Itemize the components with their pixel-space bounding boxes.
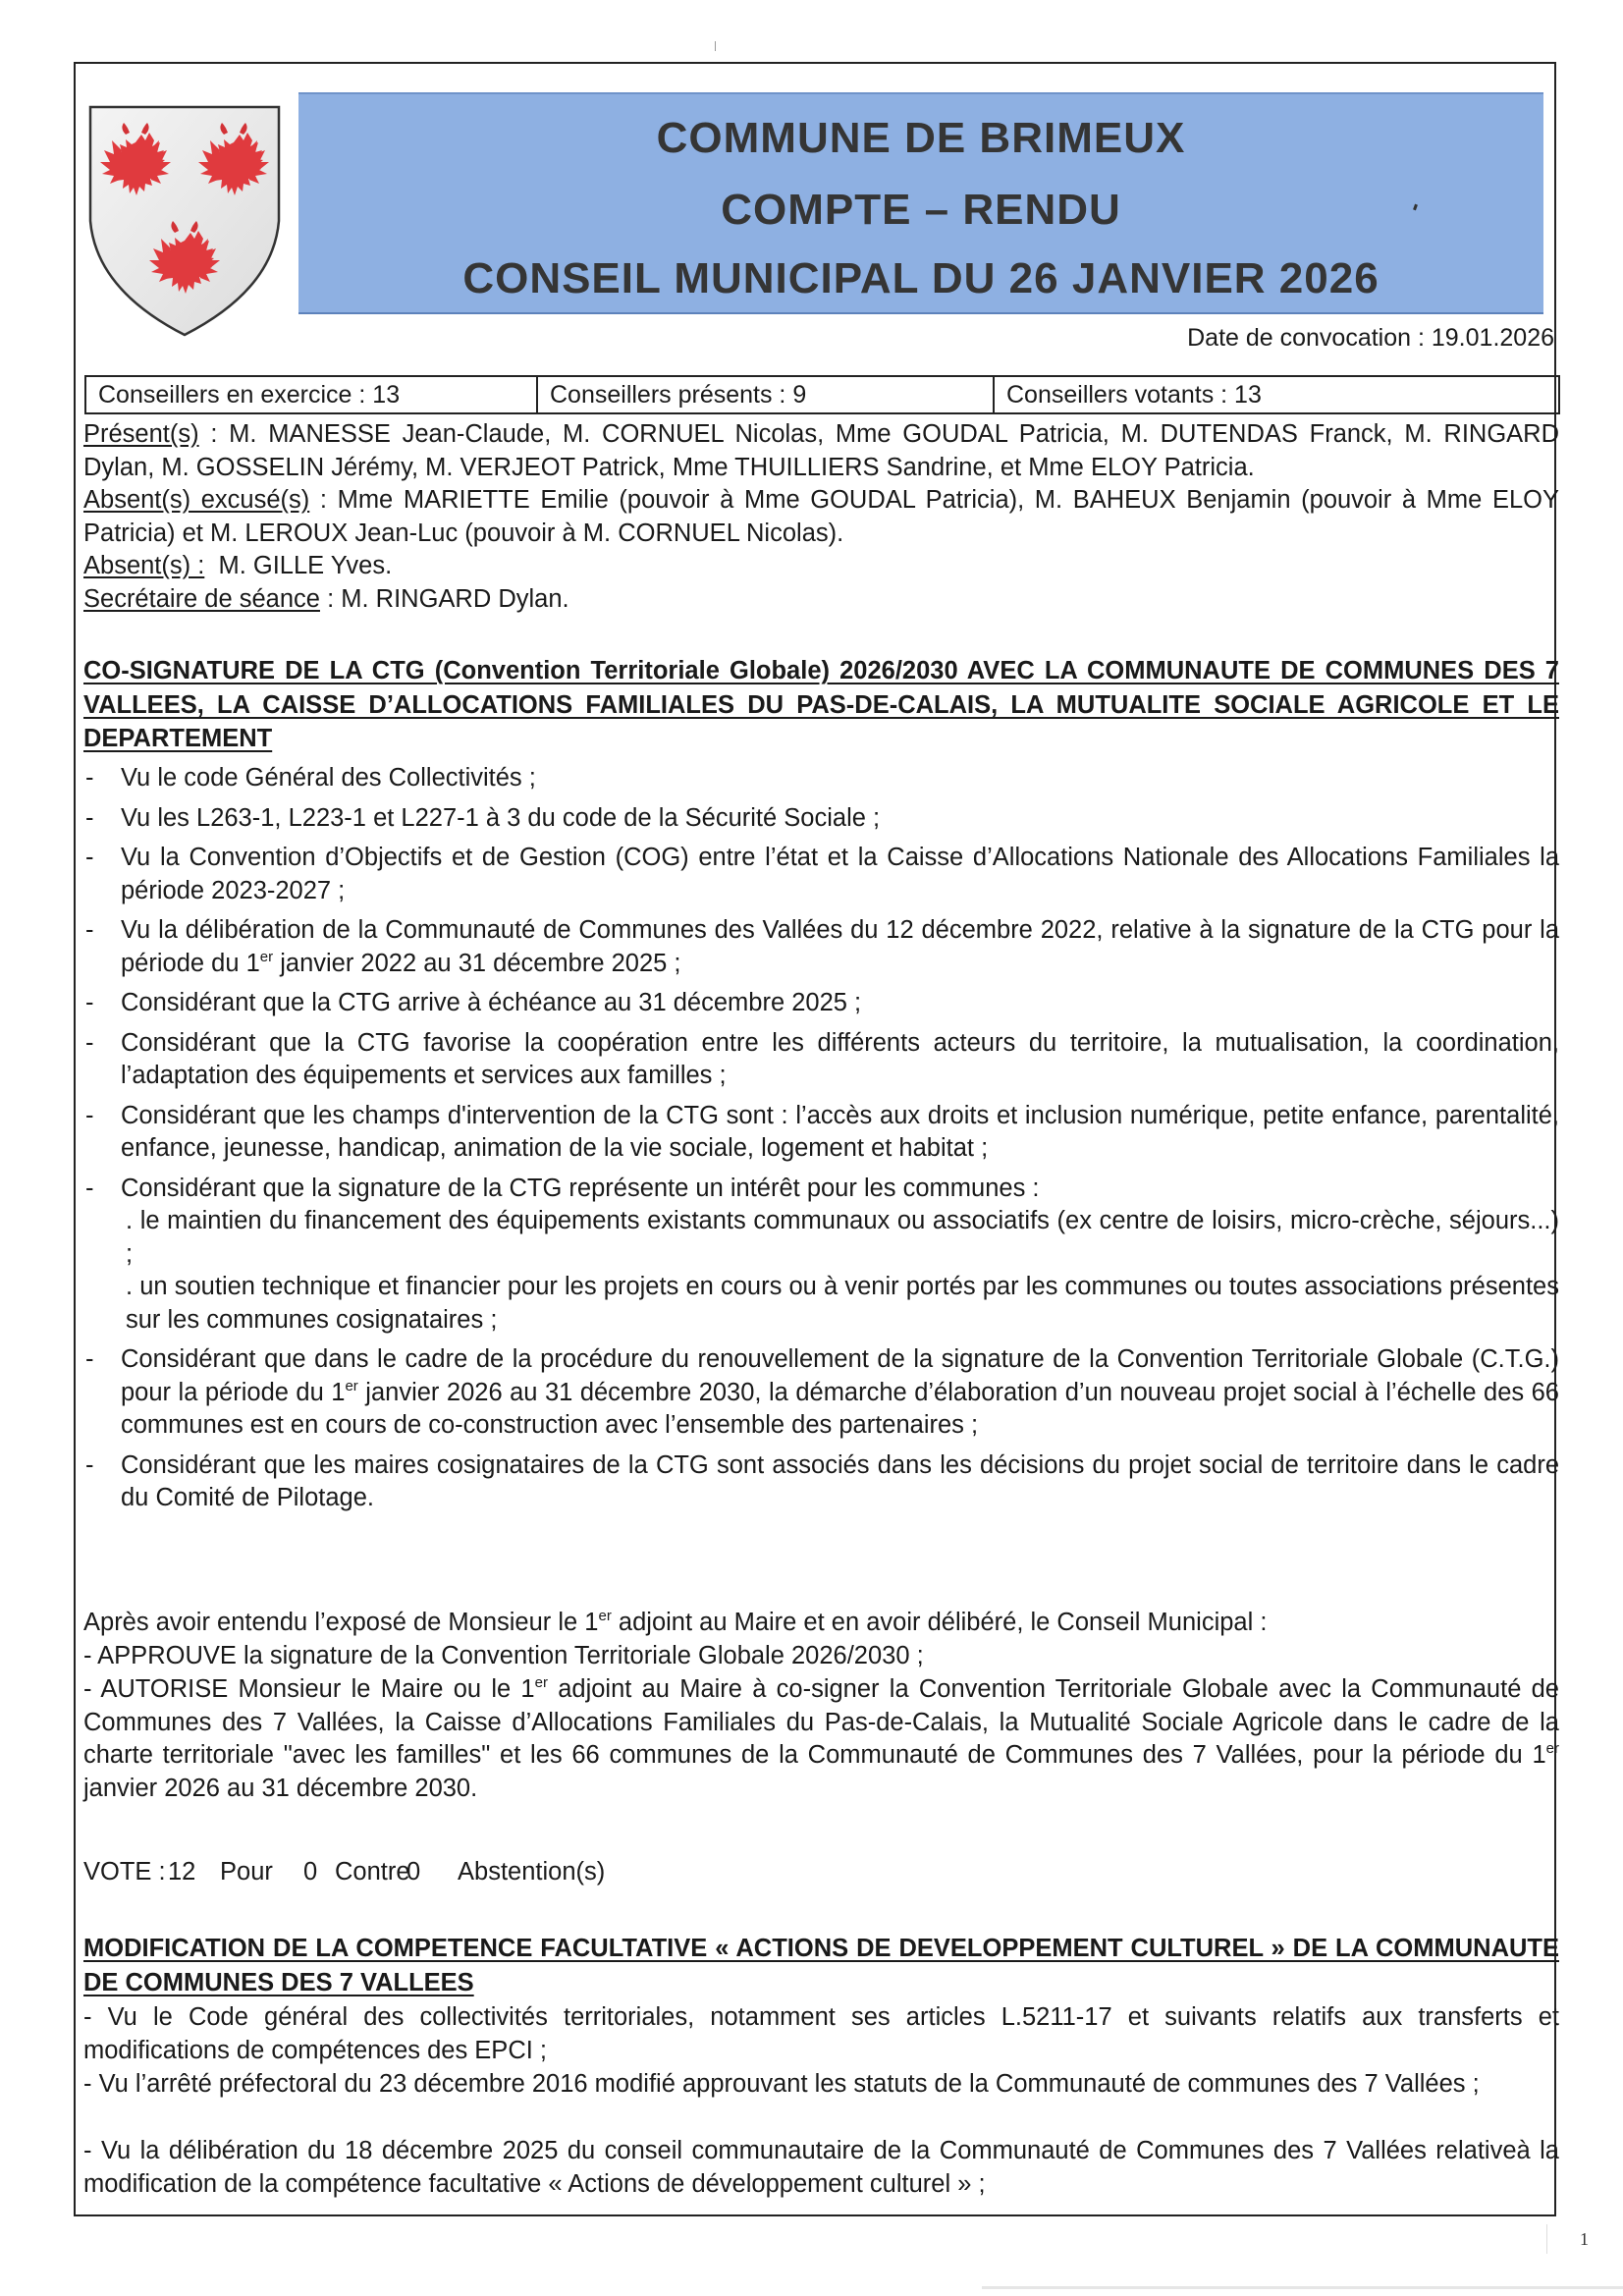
absent-list: M. GILLE Yves. (204, 552, 393, 579)
list-item: - Vu la délibération de la Communauté de Communes des Vallées du 12 décembre 2022, relative à la signature de la CTG pour la période du 1er janvier 2022 au 31 décembre 2025 ; (83, 914, 1559, 980)
vote-against-count: 0 (303, 1858, 318, 1886)
vote-result (83, 1856, 967, 1888)
sub-item: . le maintien du financement des équipements existants communaux ou associatifs (ex centre de loisirs, micro-crèche, séjours...) ; (126, 1207, 1559, 1268)
list-item-text: - Considérant que la signature de la CTG représente un intérêt pour les communes : (121, 1174, 1040, 1202)
meeting-title: CONSEIL MUNICIPAL DU 26 JANVIER 2026 (462, 254, 1380, 302)
councillors-voting: Conseillers votants : 13 (1006, 381, 1262, 409)
page-number: 1 (1580, 2229, 1589, 2249)
section-2-item: - Vu l’arrêté préfectoral du 23 décembre 2016 modifié approuvant les statuts de la Communauté de communes des 7 Vallées ; (83, 2070, 1480, 2098)
session-secretary (83, 583, 1559, 617)
list-item (83, 1173, 1559, 1338)
secretary-label: Secrétaire de séance (83, 585, 320, 613)
vote-abstention-count: 0 (406, 1858, 421, 1886)
section-2-item: - Vu la délibération du 18 décembre 2025 du conseil communautaire de la Communauté de Communes des 7 Vallées relativeà la modification de la compétence facultative « Actions de développement culturel » ; (83, 2137, 1559, 2198)
attendance-excused (83, 484, 1559, 550)
present-list: : M. MANESSE Jean-Claude, M. CORNUEL Nicolas, Mme GOUDAL Patricia, M. DUTENDAS Franck, M. RINGARD Dylan, M. GOSSELIN Jérémy, M. VERJEOT Patrick, Mme THUILLIERS Sandrine, et Mme ELOY Patricia. (83, 420, 1559, 481)
list-item: - Vu le code Général des Collectivités ; (83, 762, 1559, 795)
convocation-date: Date de convocation : 19.01.2026 (1187, 324, 1554, 352)
council-count-table (84, 375, 1560, 414)
excused-list: : Mme MARIETTE Emilie (pouvoir à Mme GOUDAL Patricia), M. BAHEUX Benjamin (pouvoir à Mme ELOY Patricia) et M. LEROUX Jean-Luc (pouvoir à M. CORNUEL Nicolas). (83, 486, 1559, 547)
decision-authorize: - AUTORISE Monsieur le Maire ou le 1er adjoint au Maire à co-signer la Convention Territoriale Globale avec la Communauté de Communes des 7 Vallées, la Caisse d’Allocations Familiales du Pas-de-Calais, la Mutualité Sociale Agricole dans le cadre de la charte territoriale "avec les familles" et les 66 communes de la Communauté de Communes des 7 Vallées, pour la période du 1er janvier 2026 au 31 décembre 2030. (83, 1674, 1559, 1802)
scan-mark (715, 41, 716, 51)
commune-title: COMMUNE DE BRIMEUX (656, 114, 1186, 162)
councillors-in-office: Conseillers en exercice : 13 (86, 377, 538, 412)
vote-for-count: 12 (168, 1858, 196, 1886)
vote-for-label: Pour (220, 1858, 273, 1886)
section-2-heading: MODIFICATION DE LA COMPETENCE FACULTATIVE « ACTIONS DE DEVELOPPEMENT CULTUREL » DE LA COMMUNAUTE DE COMMUNES DES 7 VALLEES (83, 1935, 1559, 1996)
list-item: - Considérant que la CTG arrive à échéance au 31 décembre 2025 ; (83, 987, 1559, 1020)
attendance-present (83, 418, 1559, 484)
attendance-absent (83, 550, 1559, 583)
absent-label: Absent(s) : (83, 552, 205, 579)
councillors-present: Conseillers présents : 9 (538, 377, 995, 412)
list-item: - Vu les L263-1, L223-1 et L227-1 à 3 du code de la Sécurité Sociale ; (83, 802, 1559, 836)
list-item: - Considérant que dans le cadre de la procédure du renouvellement de la signature de la Convention Territoriale Globale (C.T.G.) pour la période du 1er janvier 2026 au 31 décembre 2030, la démarche d’élaboration d’un nouveau projet social à l’échelle des 66 communes est en cours de co-construction avec l’ensemble des partenaires ; (83, 1343, 1559, 1443)
decision-approve: - APPROUVE la signature de la Convention Territoriale Globale 2026/2030 ; (83, 1642, 924, 1669)
list-item: - Considérant que la CTG favorise la coopération entre les différents acteurs du territoire, la mutualisation, la coordination, l’adaptation des équipements et services aux familles ; (83, 1027, 1559, 1093)
secretary-name: : M. RINGARD Dylan. (319, 585, 569, 613)
sub-item: . un soutien technique et financier pour les projets en cours ou à venir portés par les communes ou toutes associations présentes sur les communes cosignataires ; (126, 1273, 1559, 1334)
section-2-item: - Vu le Code général des collectivités territoriales, notamment ses articles L.5211-17 et suivants relatifs aux transferts et modifications de compétences des EPCI ; (83, 2003, 1559, 2064)
list-item: - Considérant que les champs d'intervention de la CTG sont : l’accès aux droits et inclusion numérique, petite enfance, parentalité, enfance, jeunesse, handicap, animation de la vie sociale, logement et habitat ; (83, 1100, 1559, 1166)
scan-mark (1546, 2224, 1547, 2254)
title-banner (298, 92, 1543, 314)
decision-intro: Après avoir entendu l’exposé de Monsieur le 1er adjoint au Maire et en avoir délibéré, le Conseil Municipal : (83, 1608, 1268, 1636)
present-label: Présent(s) (83, 420, 199, 448)
list-item: - Considérant que les maires cosignataires de la CTG sont associés dans les décisions du projet social de territoire dans le cadre du Comité de Pilotage. (83, 1449, 1559, 1515)
excused-label: Absent(s) excusé(s) (83, 486, 310, 514)
scan-edge (982, 2286, 1623, 2289)
section-1-heading: CO-SIGNATURE DE LA CTG (Convention Territoriale Globale) 2026/2030 AVEC LA COMMUNAUTE DE COMMUNES DES 7 VALLEES, LA CAISSE D’ALLOCATIONS FAMILIALES DU PAS-DE-CALAIS, LA MUTUALITE SOCIALE AGRICOLE ET LE DEPARTEMENT (83, 657, 1559, 752)
vote-against-label: Contre (335, 1858, 410, 1886)
vote-abstention-label: Abstention(s) (458, 1858, 606, 1886)
vote-label: VOTE : (83, 1858, 166, 1886)
document-type-title: COMPTE – RENDU (721, 186, 1121, 234)
list-item: - Vu la Convention d’Objectifs et de Gestion (COG) entre l’état et la Caisse d’Allocations Nationale des Allocations Familiales la période 2023-2027 ; (83, 842, 1559, 907)
section-1-considerations (83, 762, 1559, 1515)
coat-of-arms-icon (86, 103, 283, 339)
